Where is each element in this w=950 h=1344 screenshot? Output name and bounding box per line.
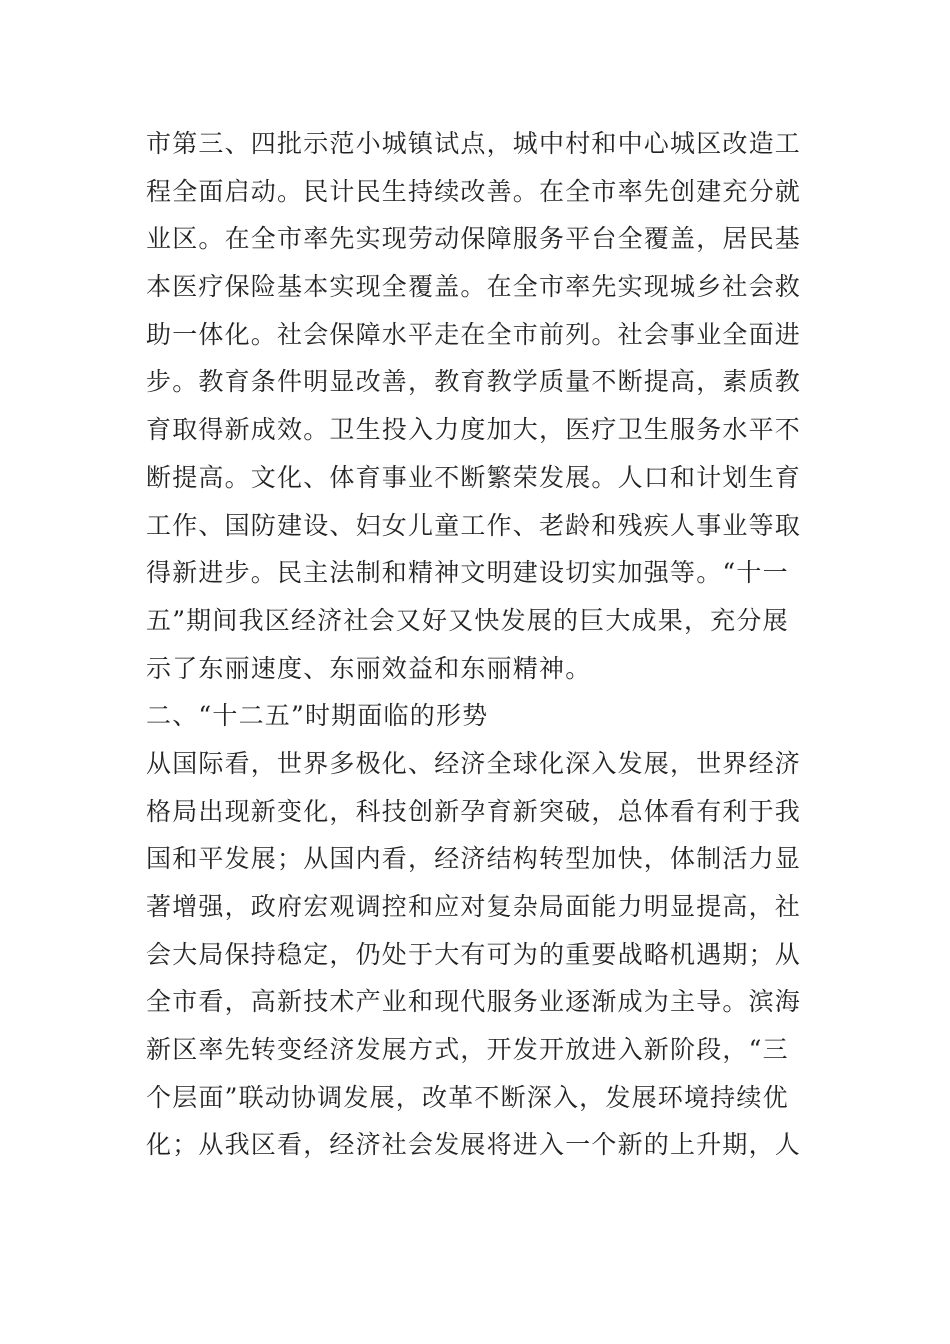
text-line: 国和平发展；从国内看，经济结构转型加快，体制活力显: [146, 844, 802, 874]
text-line: 从国际看，世界多极化、经济全球化深入发展，世界经济: [146, 748, 802, 778]
text-line: 全市看，高新技术产业和现代服务业逐渐成为主导。滨海: [146, 987, 802, 1017]
text-line: 步。教育条件明显改善，教育教学质量不断提高，素质教: [146, 367, 802, 397]
text-line: 本医疗保险基本实现全覆盖。在全市率先实现城乡社会救: [146, 272, 802, 302]
text-line: 示了东丽速度、东丽效益和东丽精神。: [146, 653, 592, 683]
text-line: 市第三、四批示范小城镇试点，城中村和中心城区改造工: [146, 129, 802, 158]
text-line: 业区。在全市率先实现劳动保障服务平台全覆盖，居民基: [146, 224, 802, 254]
text-line: 工作、国防建设、妇女儿童工作、老龄和残疾人事业等取: [146, 510, 802, 540]
text-line: 个层面”联动协调发展，改革不断深入，发展环境持续优: [146, 1082, 789, 1112]
section-heading: 二、“十二五”时期面临的形势: [146, 701, 489, 731]
text-line: 著增强，政府宏观调控和应对复杂局面能力明显提高，社: [146, 892, 802, 921]
text-line: 化；从我区看，经济社会发展将进入一个新的上升期，人: [146, 1130, 802, 1160]
text-line: 新区率先转变经济发展方式，开发开放进入新阶段，“三: [146, 1035, 789, 1065]
text-line: 育取得新成效。卫生投入力度加大，医疗卫生服务水平不: [146, 415, 802, 445]
text-line: 会大局保持稳定，仍处于大有可为的重要战略机遇期；从: [146, 939, 802, 969]
text-line: 助一体化。社会保障水平走在全市前列。社会事业全面进: [146, 319, 802, 349]
text-line: 程全面启动。民计民生持续改善。在全市率先创建充分就: [146, 176, 802, 206]
text-line: 五”期间我区经济社会又好又快发展的巨大成果，充分展: [146, 605, 789, 635]
body-text: [146, 120, 802, 1169]
text-line: 得新进步。民主法制和精神文明建设切实加强等。“十一: [146, 558, 789, 588]
text-line: 格局出现新变化，科技创新孕育新突破，总体看有利于我: [146, 796, 802, 826]
text-line: 断提高。文化、体育事业不断繁荣发展。人口和计划生育: [146, 462, 802, 492]
